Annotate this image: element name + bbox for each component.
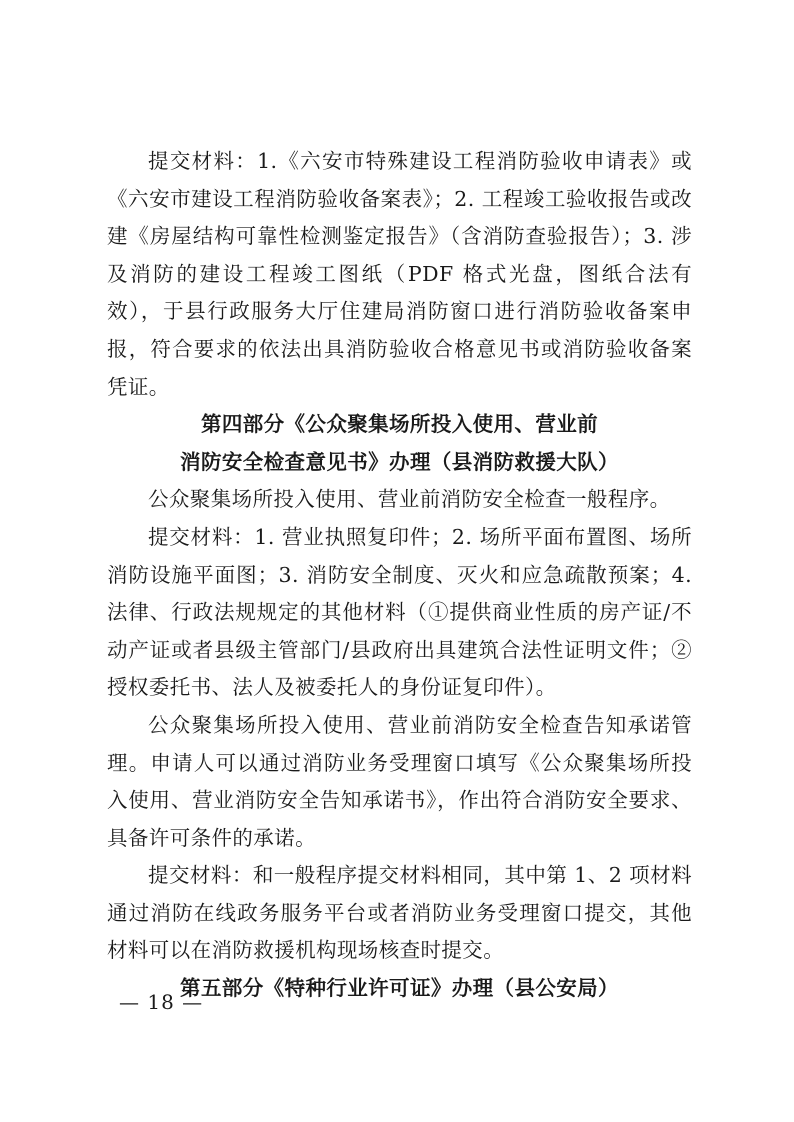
paragraph-general-procedure-materials: 提交材料：1. 营业执照复印件；2. 场所平面布置图、场所消防设施平面图；3. 消防安全制度、灭火和应急疏散预案；4. 法律、行政法规规定的其他材料（①提供商业性质的房产证/不动产证或者县级主管部门/县政府出具建筑合法性证明文件；②授权委托书、法人及被委托人的身份证复印件）。 (107, 524, 692, 700)
paragraph-notification-commitment: 公众聚集场所投入使用、营业前消防安全检查告知承诺管理。申请人可以通过消防业务受理窗口填写《公众聚集场所投入使用、营业消防安全告知承诺书》，作出符合消防安全要求、具备许可条件的承诺。 (107, 712, 692, 850)
section-heading-part-four-line-1: 第四部分《公众聚集场所投入使用、营业前 (200, 412, 599, 437)
paragraph-commitment-materials: 提交材料：和一般程序提交材料相同，其中第 1、2 项材料通过消防在线政务服务平台或者消防业务受理窗口提交，其他材料可以在消防救援机构现场核查时提交。 (107, 863, 692, 963)
paragraph-fire-acceptance-materials: 提交材料：1.《六安市特殊建设工程消防验收申请表》或《六安市建设工程消防验收备案表》；2. 工程竣工验收报告或改建《房屋结构可靠性检测鉴定报告》（含消防查验报告）；3. 涉及消防的建设工程竣工图纸（PDF 格式光盘，图纸合法有效），于县行政服务大厅住建局消防窗口进行消防验收备案申报，符合要求的依法出具消防验收合格意见书或消防验收备案凭证。 (107, 149, 692, 399)
document-body (107, 143, 692, 1008)
page-number: — 18 — (119, 990, 204, 1014)
paragraph-general-procedure: 公众聚集场所投入使用、营业前消防安全检查一般程序。 (148, 487, 671, 512)
section-heading-part-five: 第五部分《特种行业许可证》办理（县公安局） (180, 976, 619, 1001)
section-heading-part-four-line-2: 消防安全检查意见书》办理（县消防救援大队） (180, 449, 619, 474)
